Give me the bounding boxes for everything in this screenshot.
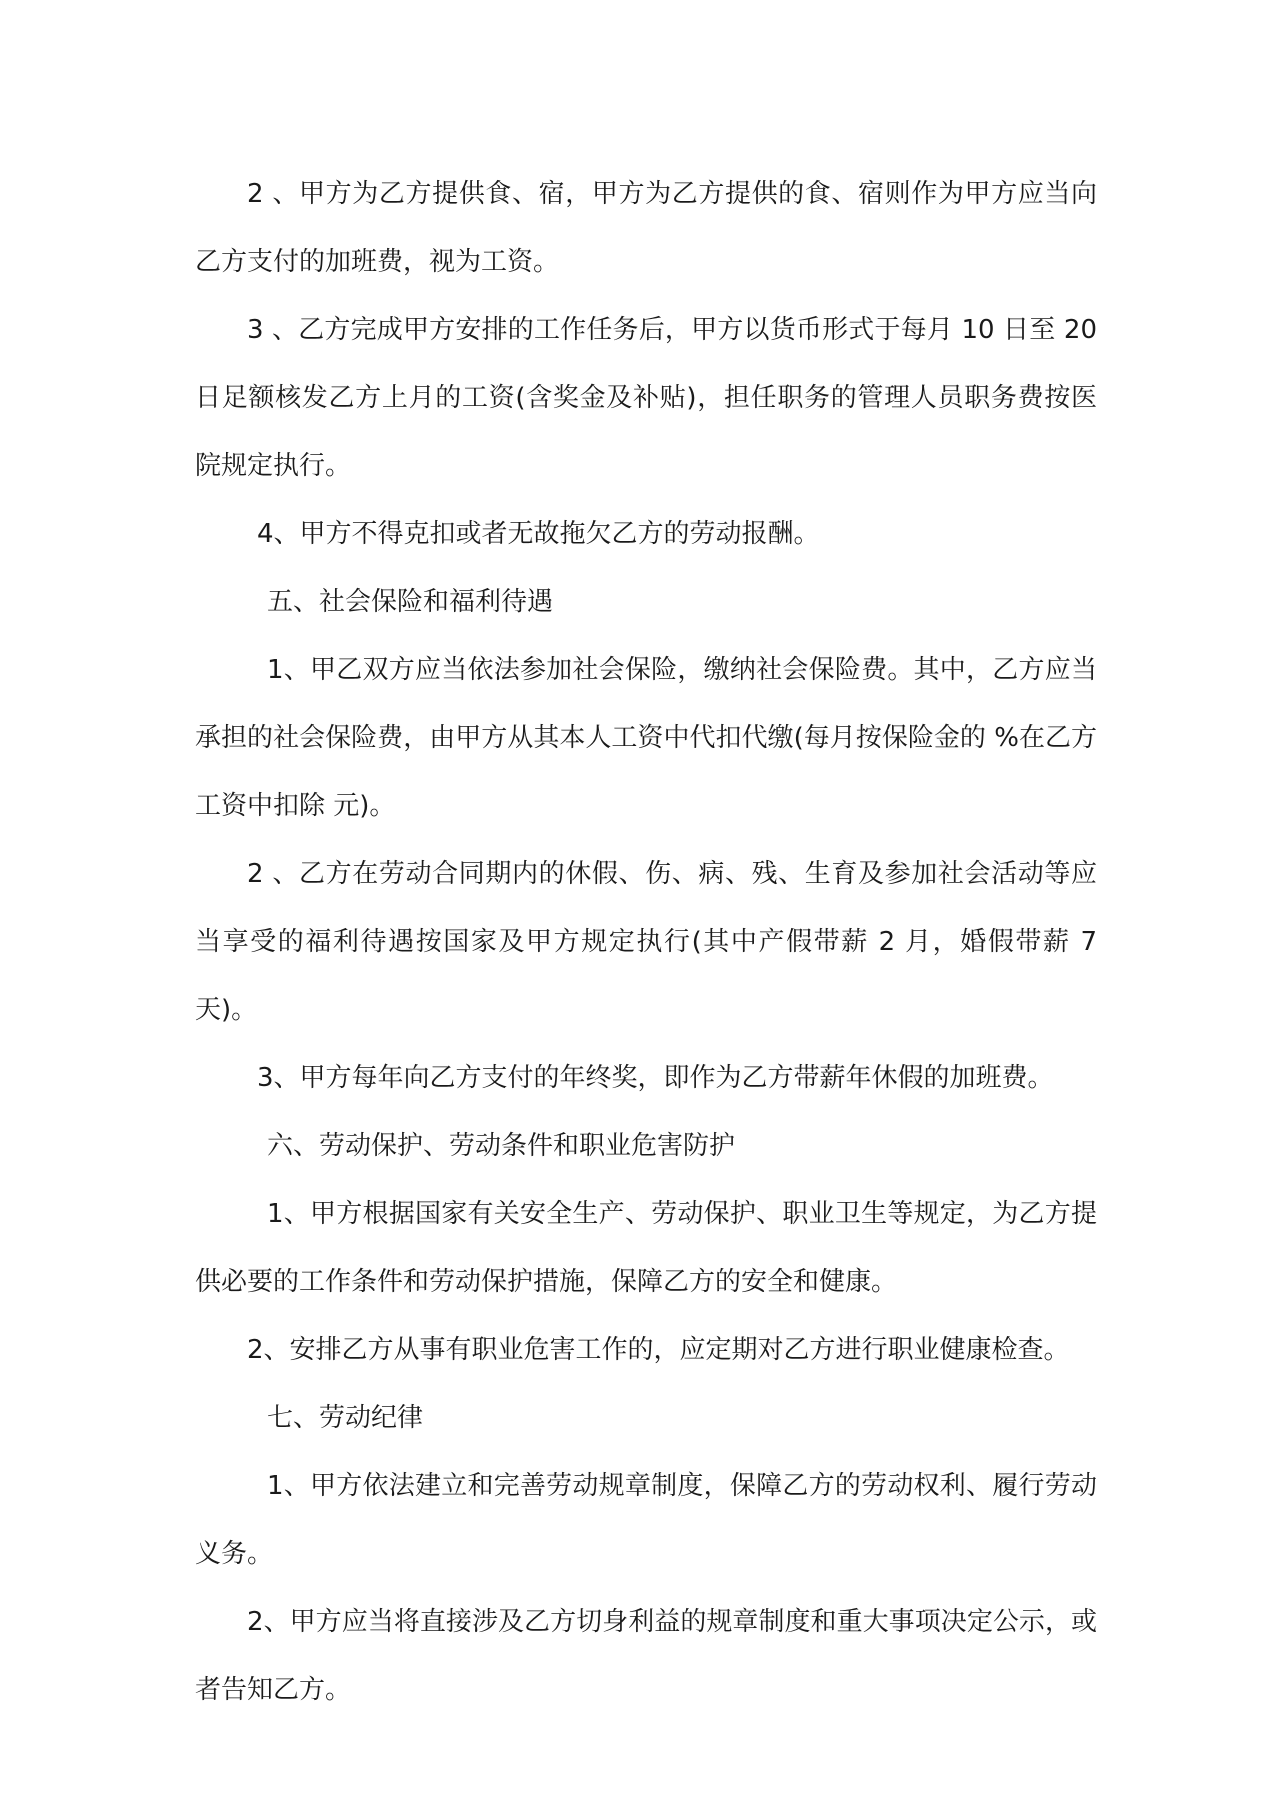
clause-5-1: 1、甲乙双方应当依法参加社会保险，缴纳社会保险费。其中，乙方应当承担的社会保险费，由甲方从其本人工资中代扣代缴(每月按保险金的 %在乙方工资中扣除 元)。 [195, 655, 1097, 821]
section-heading-5: 五、社会保险和福利待遇 [267, 587, 554, 617]
clause-5-2: 2 、乙方在劳动合同期内的休假、伤、病、残、生育及参加社会活动等应当享受的福利待遇按国家及甲方规定执行(其中产假带薪 2 月，婚假带薪 7 天)。 [195, 859, 1097, 1025]
section-heading-7: 七、劳动纪律 [267, 1403, 424, 1433]
clause-7-2: 2、甲方应当将直接涉及乙方切身利益的规章制度和重大事项决定公示，或者告知乙方。 [195, 1607, 1097, 1705]
clause-6-1: 1、甲方根据国家有关安全生产、劳动保护、职业卫生等规定，为乙方提供必要的工作条件和劳动保护措施，保障乙方的安全和健康。 [195, 1199, 1097, 1297]
clause-5-3: 3、甲方每年向乙方支付的年终奖，即作为乙方带薪年休假的加班费。 [257, 1063, 1054, 1093]
clause-4-2: 2 、甲方为乙方提供食、宿，甲方为乙方提供的食、宿则作为甲方应当向乙方支付的加班费，视为工资。 [195, 179, 1097, 277]
document-body [195, 160, 1097, 1724]
clause-7-1: 1、甲方依法建立和完善劳动规章制度，保障乙方的劳动权利、履行劳动义务。 [195, 1471, 1097, 1569]
clause-6-2: 2、安排乙方从事有职业危害工作的，应定期对乙方进行职业健康检查。 [247, 1335, 1070, 1365]
clause-4-3: 3 、乙方完成甲方安排的工作任务后，甲方以货币形式于每月 10 日至 20 日足额核发乙方上月的工资(含奖金及补贴)，担任职务的管理人员职务费按医院规定执行。 [195, 315, 1097, 481]
section-heading-6: 六、劳动保护、劳动条件和职业危害防护 [267, 1131, 736, 1161]
clause-4-4: 4、甲方不得克扣或者无故拖欠乙方的劳动报酬。 [257, 519, 820, 549]
